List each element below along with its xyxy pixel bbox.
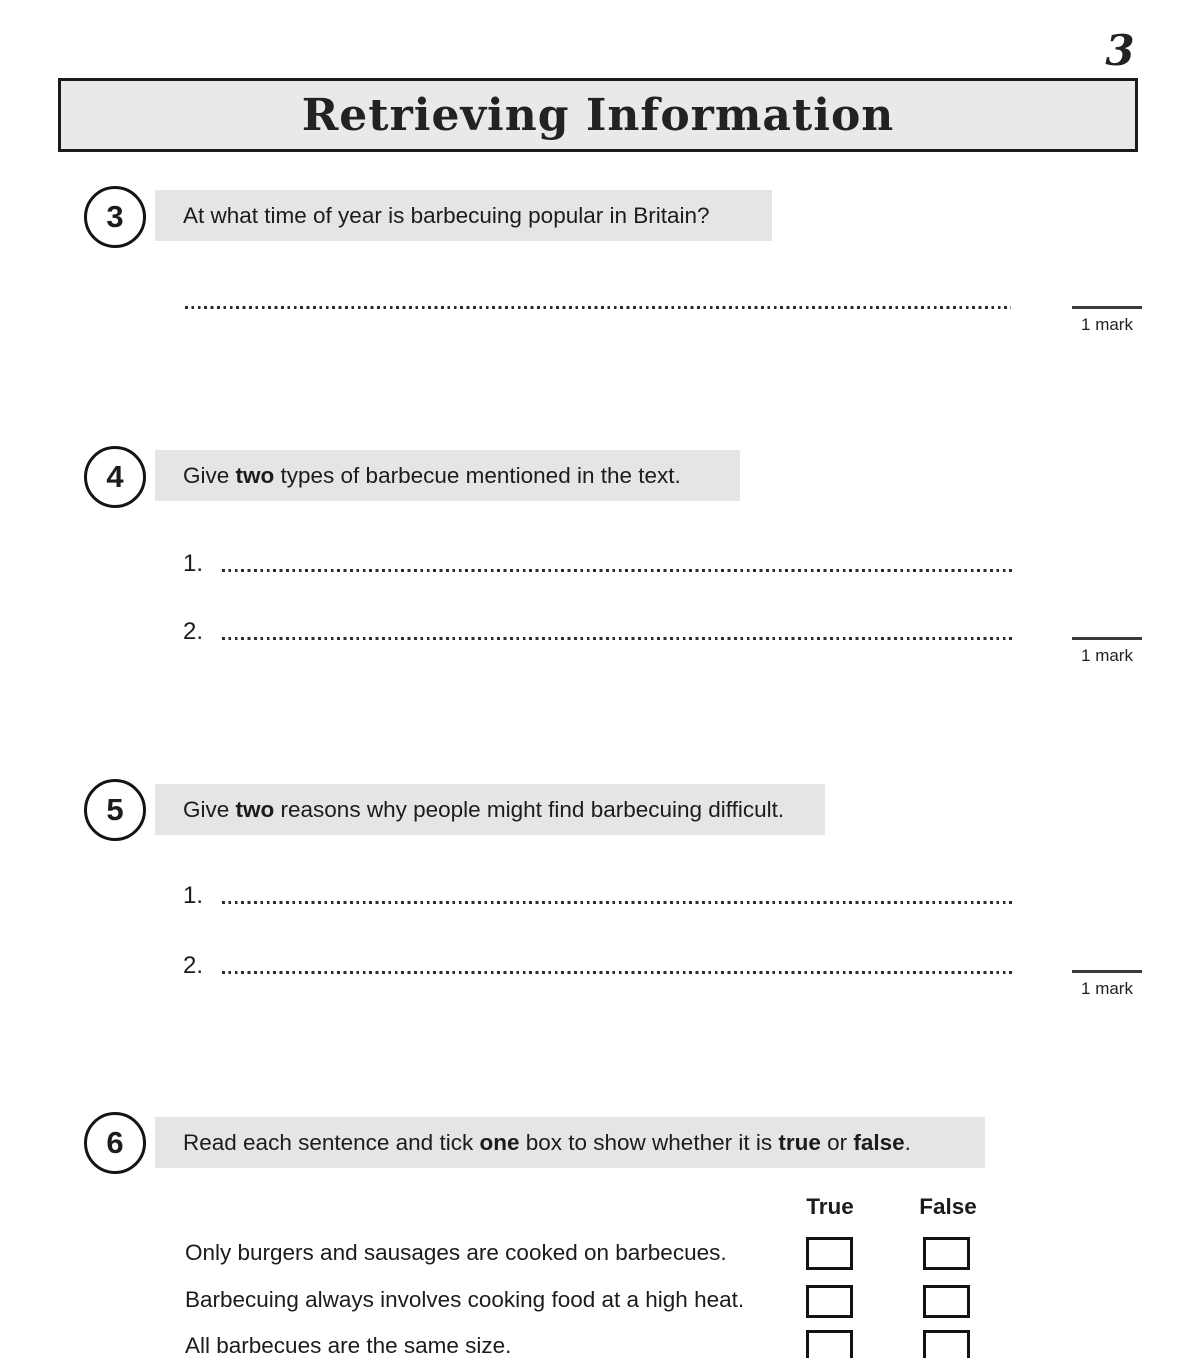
statement-row-3: All barbecues are the same size.	[185, 1333, 512, 1358]
page-number: 3	[1105, 26, 1135, 75]
true-checkbox-row-2[interactable]	[806, 1285, 853, 1318]
question-3-text: At what time of year is barbecuing popular in Britain?	[183, 202, 710, 228]
question-6-number-badge	[84, 1112, 146, 1174]
answer-line-label: 2.	[183, 951, 204, 979]
mark-label: 1 mark	[1081, 315, 1133, 334]
question-6-prompt	[155, 1117, 985, 1168]
question-4-text: Give two types of barbecue mentioned in the text.	[183, 462, 681, 488]
mark-rule	[1072, 637, 1142, 640]
question-3-mark-tally	[1072, 306, 1142, 335]
answer-line-label: 1.	[183, 881, 204, 909]
question-4-number-badge	[84, 446, 146, 508]
false-checkbox-row-3[interactable]	[923, 1330, 970, 1358]
answer-line-q5-2[interactable]	[183, 949, 1013, 979]
question-5-number-badge	[84, 779, 146, 841]
answer-dots[interactable]	[222, 901, 1013, 904]
answer-dots[interactable]	[222, 569, 1013, 572]
question-5-text: Give two reasons why people might find barbecuing difficult.	[183, 796, 785, 822]
answer-line-q5-1[interactable]	[183, 879, 1013, 909]
question-3-prompt	[155, 190, 772, 241]
question-5-mark-tally	[1072, 970, 1142, 999]
question-3-number: 3	[106, 199, 124, 234]
question-5-prompt	[155, 784, 825, 835]
answer-line-q4-2[interactable]	[183, 615, 1013, 645]
answer-line-q3[interactable]	[185, 306, 1011, 309]
question-3-number-badge	[84, 186, 146, 248]
true-checkbox-row-1[interactable]	[806, 1237, 853, 1270]
true-checkbox-row-3[interactable]	[806, 1330, 853, 1358]
mark-label: 1 mark	[1081, 646, 1133, 665]
question-4-number: 4	[106, 459, 124, 494]
answer-dots[interactable]	[222, 971, 1013, 974]
answer-line-label: 1.	[183, 549, 204, 577]
question-6-text: Read each sentence and tick one box to show whether it is true or false.	[183, 1129, 911, 1155]
mark-rule	[1072, 970, 1142, 973]
statement-row-1: Only burgers and sausages are cooked on barbecues.	[185, 1240, 727, 1265]
question-4-prompt	[155, 450, 740, 501]
title-banner	[58, 78, 1138, 152]
answer-line-label: 2.	[183, 617, 204, 645]
question-4-mark-tally	[1072, 637, 1142, 666]
false-checkbox-row-2[interactable]	[923, 1285, 970, 1318]
question-5-number: 5	[106, 792, 124, 827]
mark-label: 1 mark	[1081, 979, 1133, 998]
answer-dots[interactable]	[222, 637, 1013, 640]
column-header-true: True	[806, 1194, 854, 1219]
answer-line-q4-1[interactable]	[183, 547, 1013, 577]
statement-row-2: Barbecuing always involves cooking food at a high heat.	[185, 1287, 745, 1312]
false-checkbox-row-1[interactable]	[923, 1237, 970, 1270]
question-6-number: 6	[106, 1125, 124, 1160]
mark-rule	[1072, 306, 1142, 309]
page-title: Retrieving Information	[301, 89, 895, 141]
column-header-false: False	[919, 1194, 977, 1219]
